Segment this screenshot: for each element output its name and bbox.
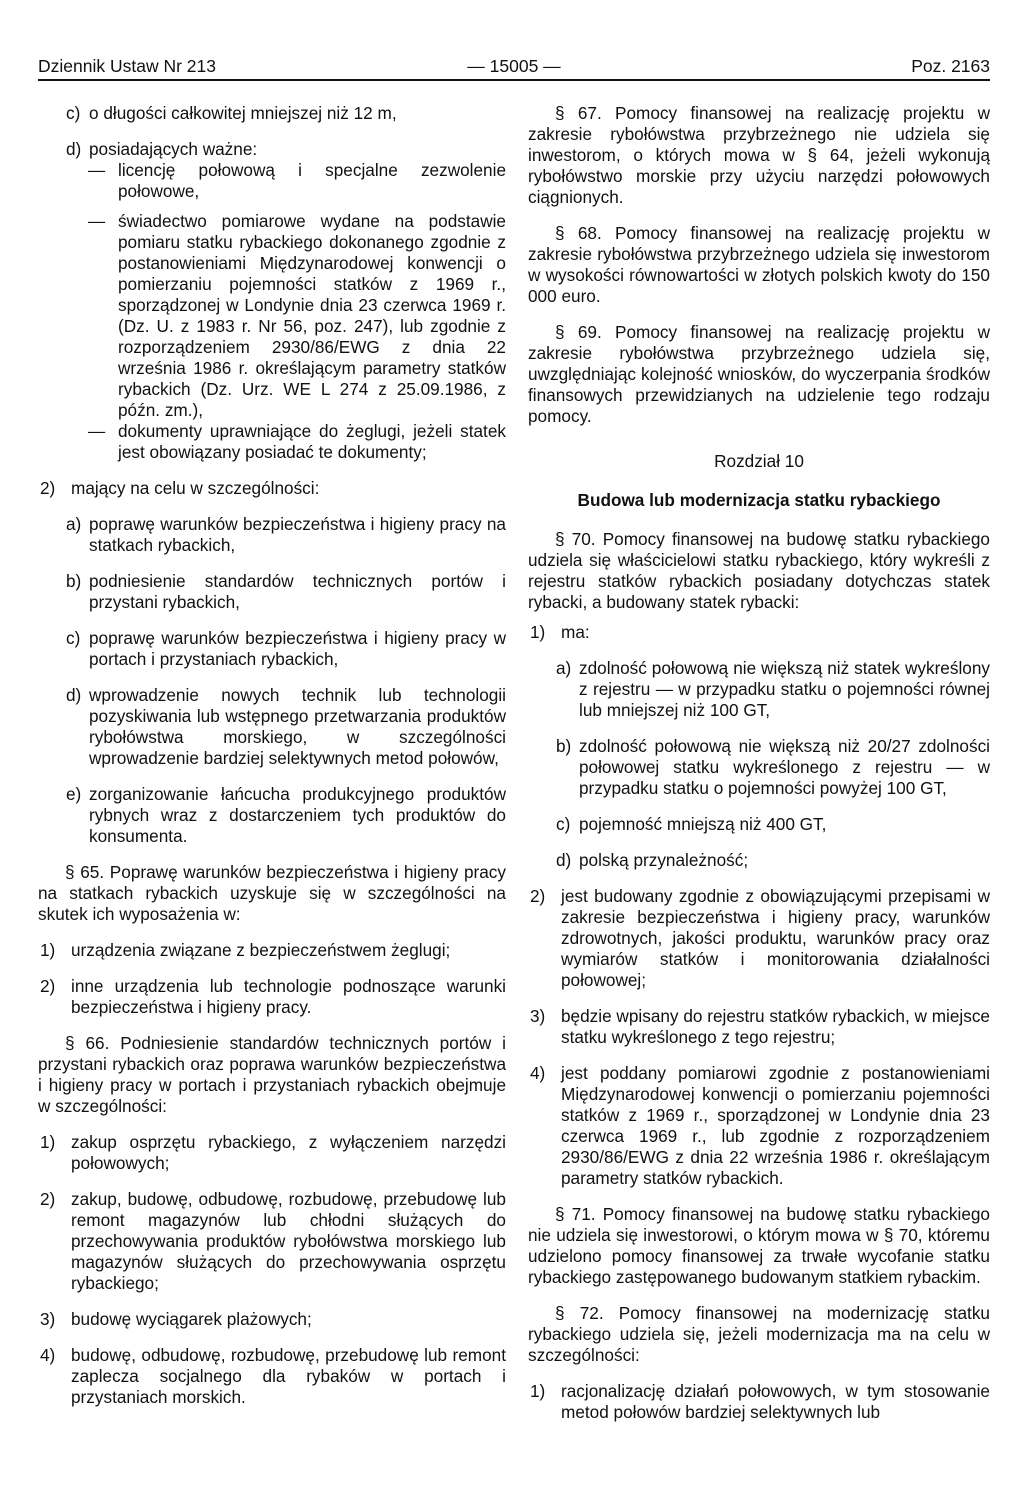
- section-69: § 69. Pomocy finansowej na realizację projektu w zakresie rybołówstwa przybrzeżnego udziela się, uwzględniając kolejność wniosków, do wyczerpania środków finansowych przewidzianych na udzielenie tego rodzaju pomocy.: [528, 322, 990, 426]
- section-65-point-2: 2) inne urządzenia lub technologie podnoszące warunki bezpieczeństwa i higieny pracy.: [40, 976, 506, 1017]
- item-2d: d) wprowadzenie nowych technik lub technologii pozyskiwania lub wstępnego przetwarzania produktów rybołówstwa morskiego, w szczególności wprowadzenie bardziej selektywnych metod połowów,: [66, 685, 506, 768]
- right-column: [528, 103, 990, 1423]
- left-column: [38, 103, 506, 1408]
- section-70-point-4: 4) jest poddany pomiarowi zgodnie z postanowieniami Międzynarodowej konwencji o pomierzaniu pojemności statków z 1969 r., sporządzonej w Londynie dnia 23 czerwca 1969 r., lub zgodnie z rozporządzeniem 2930/86/EWG z dnia 22 września 1986 r. określającym parametry statków rybackich.: [530, 1063, 990, 1188]
- section-66: § 66. Podniesienie standardów technicznych portów i przystani rybackich oraz poprawa warunków bezpieczeństwa i higieny pracy w portach i przystaniach rybackich obejmuje w szczególności:: [38, 1033, 506, 1116]
- section-65: § 65. Poprawę warunków bezpieczeństwa i higieny pracy na statkach rybackich uzyskuje się w szczególności na skutek ich wyposażenia w:: [38, 862, 506, 924]
- section-66-point-1: 1) zakup osprzętu rybackiego, z wyłączeniem narzędzi połowowych;: [40, 1132, 506, 1173]
- item-2c: c) poprawę warunków bezpieczeństwa i higieny pracy w portach i przystaniach rybackich,: [66, 628, 506, 669]
- item-2b: b) podniesienie standardów technicznych portów i przystani rybackich,: [66, 571, 506, 612]
- section-71: § 71. Pomocy finansowej na budowę statku rybackiego nie udziela się inwestorowi, o którym mowa w § 70, któremu udzielono pomocy finansowej za trwałe wycofanie statku rybackiego zastępowanego budowanym statkiem rybackim.: [528, 1204, 990, 1287]
- item-2a: a) poprawę warunków bezpieczeństwa i higieny pracy na statkach rybackich,: [66, 514, 506, 555]
- item-d-valid-documents: d) posiadających ważne:: [66, 139, 258, 159]
- page-header: [38, 52, 990, 78]
- position-number: Poz. 2163: [911, 56, 990, 76]
- section-70-point-2: 2) jest budowany zgodnie z obowiązującymi przepisami w zakresie bezpieczeństwa i higieny pracy, warunków zdrowotnych, jakości produktu, warunków pracy oraz wymiarów statków i monitorowania działalności połowowej;: [530, 886, 990, 990]
- dash-item-measurement-certificate: — świadectwo pomiarowe wydane na podstawie pomiaru statku rybackiego dokonanego zgodnie z postanowieniami Międzynarodowej konwencji o pomierzaniu pojemności statków z 1969 r., sporządzonej w Londynie dnia 23 czerwca 1969 r. (Dz. U. z 1983 r. Nr 56, poz. 247), lub zgodnie z rozporządzeniem 2930/86/EWG z dnia 22 września 1986 r. określającym parametry statków rybackich (Dz. Urz. WE L 274 z 25.09.1986, z późn. zm.),: [88, 211, 506, 420]
- section-70-item-1d: d) polską przynależność;: [556, 850, 749, 870]
- section-67: § 67. Pomocy finansowej na realizację projektu w zakresie rybołówstwa przybrzeżnego nie udziela się inwestorom, o których mowa w § 64, jeżeli wykonują rybołówstwo morskie przy użyciu narzędzi połowowych ciągnionych.: [528, 103, 990, 207]
- section-72: § 72. Pomocy finansowej na modernizację statku rybackiego udziela się, jeżeli modernizacja ma na celu w szczególności:: [528, 1303, 990, 1365]
- journal-title: Dziennik Ustaw Nr 213: [38, 56, 216, 76]
- section-70-item-1b: b) zdolność połowową nie większą niż 20/27 zdolności połowowej statku wykreślonego z rejestru — w przypadku statku o pojemności powyżej 100 GT,: [556, 736, 990, 798]
- section-66-point-3: 3) budowę wyciągarek plażowych;: [40, 1309, 312, 1329]
- dash-item-navigation-documents: — dokumenty uprawniające do żeglugi, jeżeli statek jest obowiązany posiadać te dokumenty;: [88, 421, 506, 462]
- section-68: § 68. Pomocy finansowej na realizację projektu w zakresie rybołówstwa przybrzeżnego udziela się inwestorom w wysokości równowartości w złotych polskich kwoty do 150 000 euro.: [528, 223, 990, 306]
- item-c-length: c) o długości całkowitej mniejszej niż 12 m,: [66, 103, 397, 123]
- header-rule: [38, 79, 990, 81]
- section-70: § 70. Pomocy finansowej na budowę statku rybackiego udziela się właścicielowi statku rybackiego, który wykreśli z rejestru statków rybackich posiadany dotychczas statek rybacki, a budowany statek rybacki:: [528, 529, 990, 612]
- section-72-point-1: 1) racjonalizację działań połowowych, w tym stosowanie metod połowów bardziej selektywnych lub: [530, 1381, 990, 1422]
- section-70-item-1c: c) pojemność mniejszą niż 400 GT,: [556, 814, 827, 834]
- dash-item-licence: — licencję połowową i specjalne zezwolenie połowowe,: [88, 160, 506, 201]
- point-2-goals: 2) mający na celu w szczególności:: [40, 478, 320, 498]
- chapter-title: Budowa lub modernizacja statku rybackiego: [577, 490, 941, 510]
- section-70-point-3: 3) będzie wpisany do rejestru statków rybackich, w miejsce statku wykreślonego z tego rejestru;: [530, 1006, 990, 1047]
- section-66-point-2: 2) zakup, budowę, odbudowę, rozbudowę, przebudowę lub remont magazynów lub chłodni służących do przechowywania produktów rybołówstwa morskiego lub magazynów służących do przechowywania osprzętu rybackiego;: [40, 1189, 506, 1293]
- chapter-number: Rozdział 10: [714, 451, 804, 471]
- section-70-point-1: 1) ma:: [530, 622, 590, 642]
- section-66-point-4: 4) budowę, odbudowę, rozbudowę, przebudowę lub remont zaplecza socjalnego dla rybaków w portach i przystaniach morskich.: [40, 1345, 506, 1407]
- page-number: — 15005 —: [467, 56, 561, 76]
- section-70-item-1a: a) zdolność połowową nie większą niż statek wykreślony z rejestru — w przypadku statku o pojemności równej lub mniejszej niż 100 GT,: [556, 658, 990, 720]
- item-2e: e) zorganizowanie łańcucha produkcyjnego produktów rybnych wraz z dostarczeniem tych produktów do konsumenta.: [66, 784, 506, 846]
- section-65-point-1: 1) urządzenia związane z bezpieczeństwem żeglugi;: [40, 940, 451, 960]
